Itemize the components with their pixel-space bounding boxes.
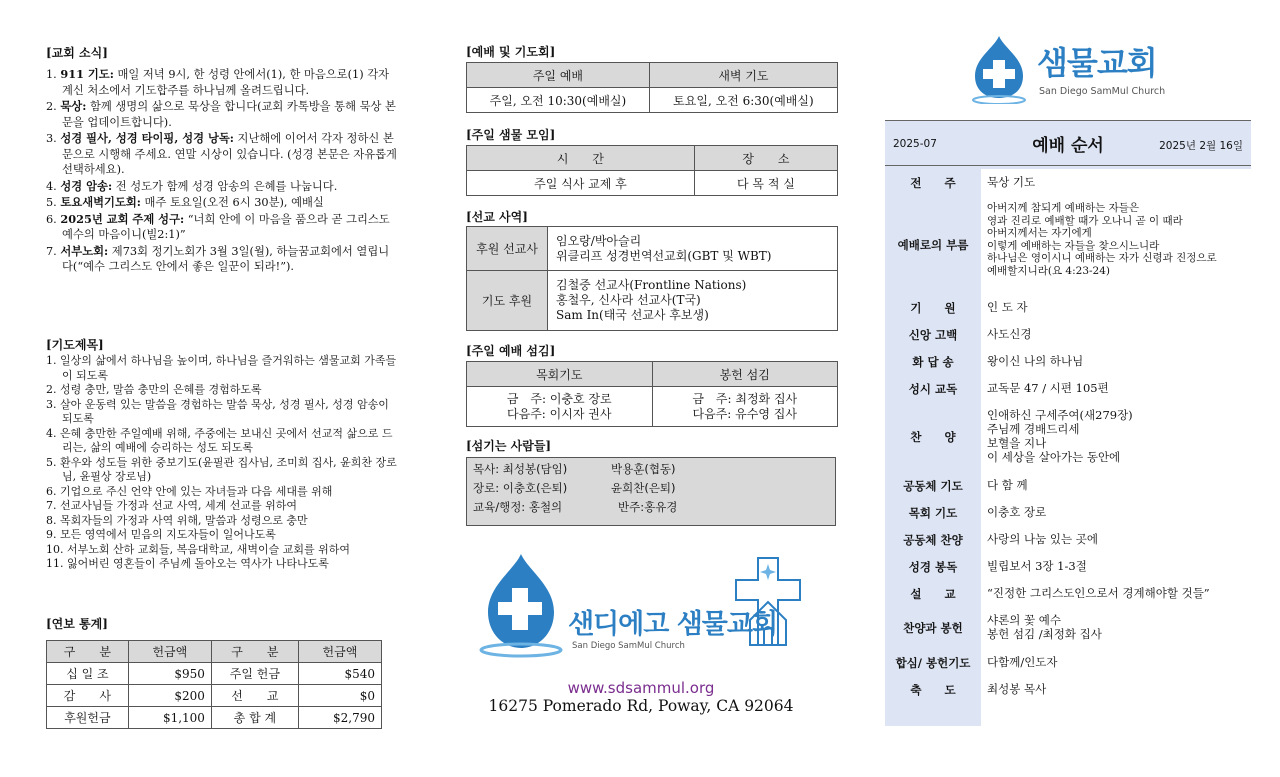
mission-prayer-cell (548, 271, 838, 331)
order-item (885, 676, 1251, 703)
order-code: 2025-07 (893, 138, 937, 150)
group-header-place: 장 소 (694, 146, 837, 171)
order-item-line: 왕이신 나의 하나님 (987, 354, 1084, 368)
finance-amount: $200 (128, 685, 211, 707)
prayer-item-number: 6. (46, 484, 57, 498)
order-item-value (987, 381, 1109, 395)
order-item-label: 찬양과 봉헌 (903, 621, 963, 635)
finance-category: 선 교 (211, 685, 298, 707)
order-item-line: 아버지께서는 자기에게 (987, 227, 1092, 239)
order-item-line: “진정한 그리스도인으로서 경계해야할 것들” (987, 586, 1210, 600)
prayer-item-number: 7. (46, 499, 57, 512)
servant-name: 반주:홍유경 (618, 500, 678, 514)
header-logo-name: 샘물교회 (1037, 44, 1157, 82)
prayer-item-text: 일상의 삶에서 하나님을 높이며, 하나님을 즐거워하는 샘물교회 가족들이 되도록 (60, 354, 397, 382)
order-item-line: 묵상 기도 (987, 175, 1036, 189)
header-logo-sub: San Diego SamMul Church (1039, 86, 1166, 97)
duty-offering-line: 금 주: 최정화 집사 (692, 391, 798, 406)
prayer-item-number: 11. (46, 557, 64, 570)
finance-row (47, 685, 382, 707)
duty-pastoral-line: 다음주: 이시자 권사 (507, 406, 612, 421)
prayer-item-number: 10. (46, 542, 64, 556)
duty-offering-cell (652, 387, 838, 427)
worship-dawn-time: 토요일, 오전 6:30(예배실) (649, 88, 837, 113)
sammul-drop-logo-icon (969, 34, 1029, 104)
order-item-value (987, 408, 1133, 464)
footer-logo-sub: San Diego SamMul Church (572, 641, 685, 651)
order-item (885, 607, 1251, 649)
order-item-label: 목회 기도 (908, 505, 958, 520)
mission-prayer-line: Sam In(태국 선교사 후보생) (556, 308, 709, 322)
order-item-label: 찬 양 (910, 430, 956, 444)
order-item-label: 합심/ 봉헌기도 (895, 655, 971, 670)
footer-website[interactable]: www.sdsammul.org (567, 679, 715, 697)
order-item-label: 예배로의 부름 (897, 238, 969, 252)
finance-amount: $0 (298, 685, 381, 707)
order-panel (885, 120, 1251, 726)
news-item-number: 4. (46, 179, 57, 193)
order-item-label: 전 주 (910, 175, 956, 190)
prayer-item-text: 살아 운동력 있는 말씀을 경험하는 말씀 묵상, 성경 필사, 성경 암송이 되도록 (60, 397, 389, 425)
order-item-label: 설 교 (910, 586, 956, 601)
news-item (46, 195, 398, 211)
order-item-value (987, 505, 1046, 519)
mission-label-prayer: 기도 후원 (467, 271, 548, 331)
news-item-number: 1. (46, 68, 57, 81)
order-item-value (987, 354, 1083, 368)
order-item-value (987, 559, 1087, 573)
prayer-item (46, 383, 398, 398)
news-item-text: 함께 생명의 삶으로 묵상을 합니다(교회 카톡방을 통해 묵상 본문을 업데이트합니다). (62, 100, 396, 129)
group-header-time: 시 간 (467, 146, 695, 171)
mission-prayer-line: 김철중 선교사(Frontline Nations) (556, 278, 747, 292)
order-date: 2025년 2월 16일 (1159, 140, 1243, 152)
order-item-value (987, 586, 1210, 600)
prayer-list (46, 354, 398, 572)
finance-title: [연보 통계] (46, 617, 108, 631)
worship-header-sunday: 주일 예배 (467, 63, 650, 88)
finance-section (46, 615, 398, 729)
servant-name: 장로: 이충호(은퇴) (473, 481, 568, 495)
prayer-item-text: 선교사님들 가정과 선교 사역, 세계 선교를 위하여 (60, 499, 297, 512)
duty-offering-line: 다음주: 유수영 집사 (692, 406, 797, 421)
order-item-line: 아버지께 참되게 예배하는 자들은 (987, 202, 1140, 214)
order-item-line: 교독문 47 / 시편 105편 (987, 381, 1109, 395)
prayer-item-number: 2. (46, 383, 57, 396)
order-item (885, 375, 1251, 402)
finance-amount: $1,100 (128, 707, 211, 729)
worship-times-title: [예배 및 기도회] (466, 45, 556, 59)
order-item-label: 성경 봉독 (908, 559, 958, 574)
order-item-value (987, 478, 1028, 492)
order-item-line: 최성봉 목사 (987, 682, 1047, 696)
news-item (46, 99, 398, 130)
order-item-line: 샤론의 꽃 예수 (987, 613, 1061, 627)
worship-header-dawn: 새벽 기도 (649, 63, 837, 88)
servant-name: 목사: 최성봉(담임) (473, 462, 568, 476)
prayer-item-text: 목회자들의 가정과 사역 위해, 말씀과 성령으로 충만 (60, 513, 308, 527)
order-item-line: 하나님은 영이시니 예배하는 자가 신령과 진정으로 (987, 252, 1217, 264)
news-item-number: 2. (46, 100, 57, 113)
duty-pastoral-cell (467, 387, 653, 427)
news-item-number: 5. (46, 196, 57, 209)
prayer-item-text: 서부노회 산하 교회들, 복음대학교, 새벽이슬 교회를 위하여 (67, 542, 350, 556)
service-duty-table (466, 361, 838, 427)
footer-logo-text: 샌디에고 샘물교회 (568, 609, 778, 640)
footer-address: 16275 Pomerado Rd, Poway, CA 92064 (488, 697, 794, 715)
order-item-value (987, 202, 1217, 277)
prayer-item-number: 1. (46, 354, 57, 367)
finance-header-cell: 헌금액 (128, 641, 211, 663)
prayer-item (46, 485, 398, 500)
finance-table (46, 640, 382, 729)
news-item (46, 131, 398, 178)
order-item-line: 영과 진리로 예배할 때가 오나니 곧 이 때라 (987, 214, 1183, 227)
order-item-line: 이렇게 예배하는 자들을 찾으시느니라 (987, 239, 1160, 252)
news-item-heading: 묵상: (60, 99, 87, 113)
finance-category: 총 합 계 (211, 707, 298, 729)
finance-amount: $950 (128, 663, 211, 685)
finance-header-cell: 구 분 (211, 641, 298, 663)
finance-amount: $2,790 (298, 707, 381, 729)
finance-category: 십 일 조 (47, 663, 129, 685)
news-item (46, 67, 398, 98)
duty-header-pastoral: 목회기도 (467, 362, 653, 387)
order-item (885, 553, 1251, 580)
mission-table (466, 226, 838, 331)
order-item (885, 649, 1251, 676)
order-item-label: 공동체 찬양 (903, 532, 963, 547)
duty-header-offering: 봉헌 섬김 (652, 362, 838, 387)
order-item-label: 신앙 고백 (908, 327, 958, 342)
order-item-line: 보혈을 지나 (987, 436, 1047, 450)
news-item-text: 전 성도가 함께 성경 암송의 은혜를 나눕니다. (112, 179, 338, 193)
order-item-value (987, 327, 1031, 341)
mission-prayer-line: 홍철우, 신사라 선교사(T국) (556, 293, 701, 307)
duty-pastoral-line: 금 주: 이충호 장로 (506, 391, 612, 406)
sammul-drop-logo-icon (476, 550, 566, 660)
order-item-line: 인 도 자 (987, 300, 1028, 314)
order-item-label: 기 원 (910, 300, 956, 315)
service-duty-title: [주일 예배 섬김] (466, 344, 556, 358)
order-item-label: 공동체 기도 (903, 478, 963, 493)
finance-header-row (47, 641, 382, 663)
finance-row (47, 707, 382, 729)
prayer-item (46, 514, 398, 529)
mission-label-support: 후원 선교사 (467, 227, 548, 271)
finance-category: 감 사 (47, 685, 129, 707)
order-item-line: 주님께 경배드리세 (987, 422, 1080, 436)
prayer-item-number: 5. (46, 455, 57, 469)
servants-box (466, 457, 836, 526)
prayer-title: [기도제목] (46, 338, 104, 352)
news-item-heading: 911 기도: (60, 67, 114, 81)
news-item (46, 179, 398, 195)
prayer-item (46, 499, 398, 514)
order-item-line: 이충호 장로 (987, 505, 1047, 519)
order-item-label: 화 답 송 (912, 354, 954, 369)
finance-row (47, 663, 382, 685)
news-item-text: 매주 토요일(오전 6시 30분), 예배실 (140, 196, 324, 209)
news-item-text: 매일 저녁 9시, 한 성령 안에서(1), 한 마음으로(1) 각자 계신 처소에서 기도합주를 하나님께 올려드립니다. (62, 68, 390, 97)
order-item (885, 169, 1251, 196)
news-item-number: 7. (46, 244, 57, 258)
prayer-item-text: 모든 영역에서 믿음의 지도자들이 일어나도록 (60, 528, 276, 541)
order-item (885, 499, 1251, 526)
order-item (885, 402, 1251, 472)
prayer-item (46, 557, 398, 572)
church-news-list (46, 67, 398, 275)
church-news-title: [교회 소식] (46, 46, 108, 60)
servants-row (467, 479, 835, 498)
finance-category: 후원헌금 (47, 707, 129, 729)
order-item-label: 성시 교독 (908, 381, 958, 396)
order-item (885, 526, 1251, 553)
news-item-number: 6. (46, 212, 57, 226)
order-item (885, 580, 1251, 607)
news-item-text: 제73회 정기노회가 3월 3일(월), 하늘꿈교회에서 열립니다(“예수 그리스도 안에서 좋은 일꾼이 되라!”). (62, 244, 390, 273)
prayer-item-text: 은혜 충만한 주일예배 위해, 주중에는 보내신 곳에서 선교적 삶으로 드리는, 삶의 예배에 승리하는 성도 되도록 (60, 426, 393, 454)
prayer-item-text: 환우와 성도들 위한 중보기도(윤필관 집사님, 조미희 집사, 윤희찬 장로님, 윤필상 장로님) (60, 455, 397, 483)
order-item-line: 사랑의 나눔 있는 곳에 (987, 532, 1098, 546)
order-item (885, 348, 1251, 375)
order-header (885, 121, 1251, 166)
news-item (46, 244, 398, 275)
order-item-value (987, 655, 1058, 669)
order-item (885, 321, 1251, 348)
order-item-line: 사도신경 (987, 327, 1032, 341)
footer-logo (476, 550, 806, 660)
servant-name: 윤희찬(은퇴) (611, 481, 676, 495)
prayer-section (46, 336, 398, 572)
mission-title: [선교 사역] (466, 210, 528, 224)
servant-name: 교육/행정: 홍철의 (473, 500, 563, 514)
prayer-item (46, 528, 398, 543)
order-title: 예배 순서 (1032, 136, 1104, 156)
order-item-label: 축 도 (910, 682, 956, 697)
prayer-item (46, 354, 398, 383)
finance-category: 주일 헌금 (211, 663, 298, 685)
prayer-item (46, 456, 398, 485)
order-item-line: 봉헌 섬김 /최정화 집사 (987, 627, 1102, 641)
order-list (885, 169, 1251, 726)
prayer-item-text: 성령 충만, 말씀 충만의 은혜를 경험하도록 (60, 383, 262, 396)
news-item-heading: 성경 암송: (60, 178, 113, 193)
order-item (885, 472, 1251, 499)
news-item-number: 3. (46, 132, 57, 145)
church-news-section (46, 44, 398, 276)
order-item (885, 196, 1251, 294)
prayer-item-number: 9. (46, 528, 57, 541)
news-item-heading: 성경 필사, 성경 타이핑, 성경 낭독: (60, 131, 234, 145)
prayer-item-number: 8. (46, 513, 57, 527)
prayer-item-text: 기업으로 주신 언약 안에 있는 자녀들과 다음 세대를 위해 (60, 484, 333, 498)
order-item-line: 다함께/인도자 (987, 655, 1058, 669)
prayer-item-number: 3. (46, 397, 57, 411)
header-logo (969, 34, 1239, 104)
mission-support-cell (548, 227, 838, 271)
order-item-line: 빌립보서 3장 1-3절 (987, 559, 1087, 573)
group-time: 주일 식사 교제 후 (467, 171, 695, 196)
news-item-heading: 토요새벽기도회: (60, 195, 141, 209)
order-item-value (987, 613, 1102, 641)
news-item-heading: 2025년 교회 주제 성구: (60, 211, 185, 226)
sunday-group-title: [주일 샘물 모임] (466, 128, 556, 142)
order-item-value (987, 682, 1046, 696)
order-item-line: 다 함 께 (987, 478, 1028, 492)
news-item-text: “너희 안에 이 마음을 품으라 곧 그리스도 예수의 마음이니(빌2:1)” (62, 212, 390, 241)
finance-header-cell: 구 분 (47, 641, 129, 663)
cross-church-icon (728, 550, 808, 650)
order-item-line: 이 세상을 살아가는 동안에 (987, 450, 1121, 464)
news-item (46, 212, 398, 243)
sunday-group-table (466, 145, 838, 196)
news-item-heading: 서부노회: (60, 243, 109, 258)
finance-amount: $540 (298, 663, 381, 685)
worship-sunday-time: 주일, 오전 10:30(예배실) (467, 88, 650, 113)
order-item-value (987, 300, 1028, 314)
group-place: 다 목 적 실 (694, 171, 837, 196)
order-item-value (987, 532, 1098, 546)
servants-row (467, 460, 835, 479)
worship-times-table (466, 62, 838, 113)
order-item-value (987, 175, 1035, 189)
news-item-text: 지난해에 이어서 각자 정하신 본문으로 시행해 주세요. 연말 시상이 있습니다. (성경 본문은 자유롭게 선택하세요). (62, 132, 397, 176)
order-item (885, 294, 1251, 321)
prayer-item-text: 잃어버린 영혼들이 주님께 돌아오는 역사가 나타나도록 (67, 557, 329, 570)
order-item-line: 인애하신 구세주여(새279장) (987, 408, 1133, 422)
prayer-item (46, 543, 398, 558)
mission-support-line: 위클리프 성경번역선교회(GBT 및 WBT) (556, 248, 772, 263)
servant-name: 박용훈(협동) (611, 462, 676, 476)
order-item-line: 예배할지니라(요 4:23-24) (987, 264, 1111, 277)
prayer-item-number: 4. (46, 426, 57, 440)
finance-header-cell: 헌금액 (298, 641, 381, 663)
prayer-item (46, 427, 398, 456)
mission-support-line: 임오랑/박아슬리 (556, 233, 642, 248)
prayer-item (46, 398, 398, 427)
servants-row (467, 498, 835, 517)
servants-title: [섬기는 사람들] (466, 439, 552, 453)
